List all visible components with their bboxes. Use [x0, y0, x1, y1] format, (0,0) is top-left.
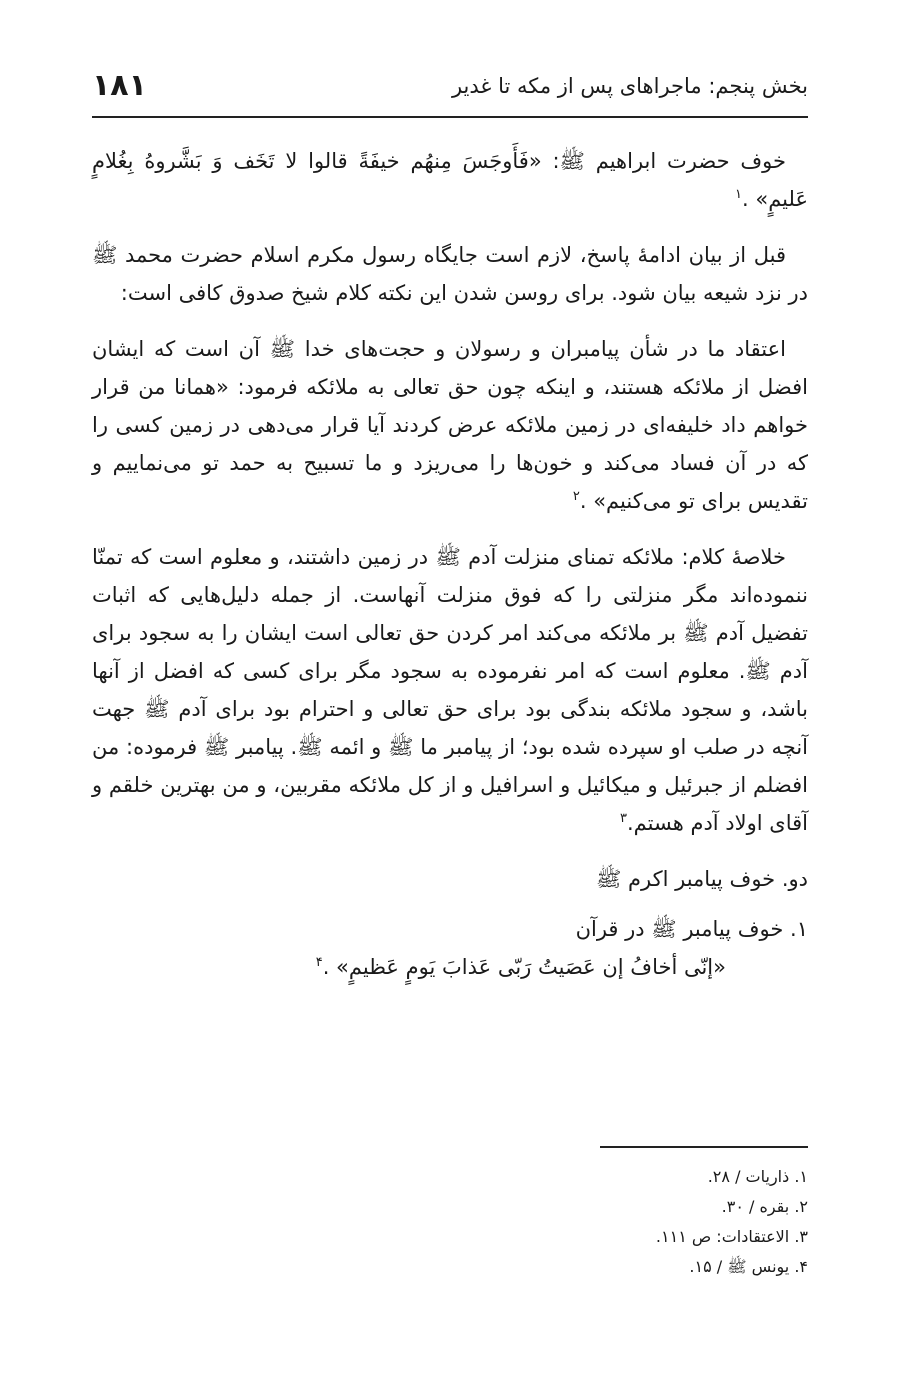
chapter-title: بخش پنجم: ماجراهای پس از مکه تا غدیر: [451, 74, 808, 98]
running-header: [92, 68, 808, 118]
subsection-heading-text: ۱. خوف پیامبر ﷺ در قرآن: [575, 917, 808, 941]
paragraph-abraham-fear: [92, 142, 808, 218]
paragraph-text: قبل از بیان ادامهٔ پاسخ، لازم است جایگاه رسول مکرم اسلام حضرت محمد ﷺ در نزد شیعه بیان شود. برای روسن شدن این نکته کلام شیخ صدوق کافی است:: [92, 243, 808, 305]
subsection-heading: [92, 910, 808, 948]
page-body: [92, 142, 808, 986]
footnote-divider: [600, 1146, 808, 1148]
paragraph-prophet-status: [92, 236, 808, 312]
footnote-ref: ۴: [315, 955, 323, 970]
footnote-ref: ۱: [735, 187, 742, 202]
footnote-2: ۲. بقره / ۳۰.: [721, 1197, 808, 1216]
quote-text: «إنّی أخافُ إن عَصَیتُ رَبّی عَذابَ یَومٍ عَظیمٍ» .: [322, 955, 726, 979]
paragraph-text: خوف حضرت ابراهیم ﷺ: «فَأَوجَسَ مِنهُم خیفَةً قالوا لا تَخَف وَ بَشَّروهُ بِغُلامٍ عَلیمٍ» .: [92, 149, 808, 211]
quran-quote: [92, 948, 808, 986]
footnote-ref: ۳: [619, 811, 627, 826]
footnote-1: ۱. ذاریات / ۲۸.: [707, 1167, 808, 1186]
footnote-4: ۴. یونس ﷺ / ۱۵.: [689, 1257, 808, 1276]
paragraph-text: اعتقاد ما در شأن پیامبران و رسولان و حجت‌های خدا ﷺ آن است که ایشان افضل از ملائکه هستند، و اینکه چون حق تعالی به ملائکه فرمود: «همانا من قرار خواهم داد خلیفه‌ای در زمین ملائکه عرض کردند آیا قرار می‌دهی در زمین کسی را که در آن فساد می‌کند و خون‌ها را می‌ریزد و ما تسبیح به حمد تو می‌نماییم و تقدیس برای تو می‌کنیم» .: [92, 337, 808, 513]
page-number: ۱۸۱: [92, 68, 147, 103]
section-heading-text: دو. خوف پیامبر اکرم ﷺ: [595, 867, 808, 891]
footnotes: [408, 1162, 808, 1282]
paragraph-text: خلاصهٔ کلام: ملائکه تمنای منزلت آدم ﷺ در زمین داشتند، و معلوم است که تمنّا ننموده‌اند مگر منزلتی را که فوق منزلت آنهاست. از جمله دلیل‌هایی که اثبات تفضیل آدم ﷺ بر ملائکه می‌کند امر کردن حق تعالی است ایشان را به سجود برای آدم ﷺ. معلوم است که امر نفرموده به سجود مگر برای کسی که افضل از آنها باشد، و سجود ملائکه بندگی بود برای حق تعالی و احترام بود برای آدم ﷺ جهت آنچه در صلب او سپرده شده بود؛ از پیامبر ما ﷺ و ائمه ﷺ. پیامبر ﷺ فرموده: من افضلم از جبرئیل و میکائیل و اسرافیل و از کل ملائکه مقربین، و من بهترین خلقم و آقای اولاد آدم هستم.: [92, 545, 808, 835]
paragraph-summary: [92, 538, 808, 842]
paragraph-saduq-quote: [92, 330, 808, 520]
footnote-3: ۳. الاعتقادات: ص ۱۱۱.: [655, 1227, 808, 1246]
section-heading: [92, 860, 808, 898]
footnote-ref: ۲: [572, 489, 580, 504]
